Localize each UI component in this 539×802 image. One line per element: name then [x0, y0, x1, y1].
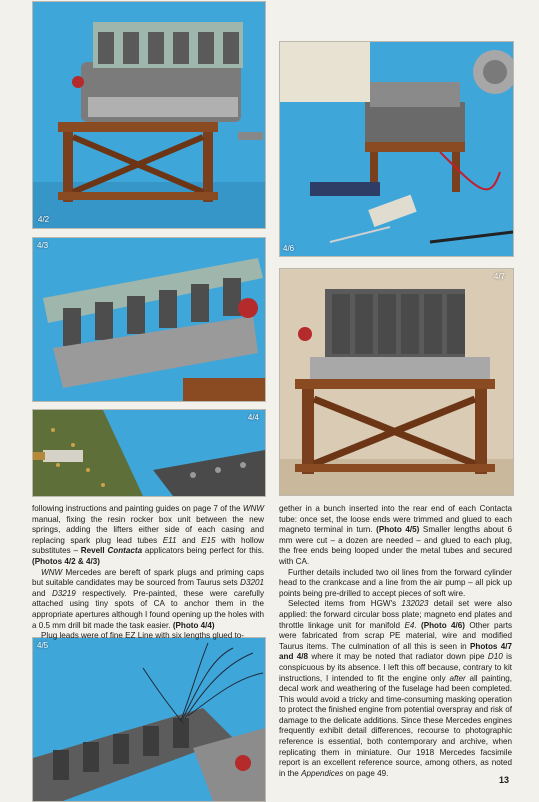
- text-span: manual, fixing the resin rocker box unit between the new springs, adding the lifters either side of each casing and replacing spark plug lead tubes: [32, 514, 264, 545]
- right-paragraph-1: [279, 504, 512, 568]
- text-span: Plug leads were of fine EZ Line with six lengths glued to-: [41, 631, 244, 641]
- text-span: and: [176, 535, 202, 545]
- text-span: 132023: [401, 599, 429, 609]
- photo-label: 4/4: [247, 413, 259, 422]
- right-paragraph-2: [279, 568, 512, 600]
- photo-4-4: [32, 409, 266, 497]
- text-span: Smaller lengths about 6 mm were cut – a dozen are needed – and glued to each plug, the free ends being looped under the metal tubes and secured with CA.: [279, 525, 512, 566]
- engine-on-stand-illustration: [33, 2, 265, 228]
- text-span: following instructions and painting guides on page 7 of the: [32, 504, 243, 513]
- text-span: Appendices: [301, 768, 344, 778]
- text-span: (Photo 4/4): [172, 620, 215, 630]
- left-paragraph-1: [32, 504, 264, 568]
- text-span: (Photos 4/2 & 4/3): [32, 556, 100, 566]
- text-span: Other parts were fabricated from scrap PE material, wire and modified Taurus items. The culmination of all this is seen in: [279, 620, 513, 651]
- text-span: after: [449, 673, 466, 683]
- spark-plug-detail-illustration: [33, 410, 265, 496]
- text-span: Contacta: [107, 546, 143, 556]
- text-span: (Photo 4/6): [421, 620, 465, 630]
- text-span: .: [414, 620, 422, 630]
- photo-4-3: [32, 237, 266, 402]
- text-span: gether in a bunch inserted into the rear end of each Contacta tube: once set, the loose ends were trimmed and glued to each magneto terminal in turn.: [279, 504, 512, 535]
- photo-label: 4/7: [493, 272, 505, 281]
- text-span: all painting, decal work and weathering of the fuselage had been completed. This would avoid a tricky and time-consuming masking operation to protect the finished engine from potential overspray and risk of damage to the delicate additions. Since these Mercedes engines frequently exhibit detail differences, recourse to photographic reference is essential, both contemporary and archive, when replicating them in miniature. Our 1918 Mercedes facsimile report is an excellent reference source, among others, as noted in the: [279, 673, 512, 778]
- photo-4-7: [279, 268, 514, 496]
- text-span: WNW: [41, 567, 63, 577]
- text-span: applicators being perfect for this.: [142, 546, 264, 556]
- text-span: with hollow substitutes –: [32, 535, 264, 556]
- text-span: D3201: [240, 578, 264, 588]
- left-paragraph-2: [32, 568, 264, 632]
- text-span: where it may be noted that radiator down pipe: [308, 652, 488, 662]
- photo-label: 4/2: [38, 215, 50, 224]
- engine-closeup-illustration: [33, 238, 265, 401]
- right-text-column: [279, 504, 512, 779]
- page-number: 13: [498, 775, 509, 785]
- text-span: on page 49.: [343, 768, 389, 778]
- text-span: E11: [162, 535, 177, 545]
- text-span: D3219: [51, 588, 76, 598]
- photo-4-2: [32, 1, 266, 229]
- photo-4-6: [279, 41, 514, 257]
- text-span: E15: [201, 535, 216, 545]
- plug-leads-illustration: [33, 638, 265, 801]
- text-span: and: [32, 588, 52, 598]
- text-span: respectively. Pre-painted, these were carefully attached using tiny spots of CA to anchor them in the appropriate apertures although I found opening up the holes with a 0.5 mm drill bit made the task easier.: [32, 588, 264, 630]
- text-span: Photos 4/7 and 4/8: [279, 641, 512, 662]
- text-span: Mercedes are bereft of spark plugs and priming caps but suitable candidates may be sourced from Taurus sets: [32, 567, 264, 588]
- photo-label: 4/5: [37, 641, 49, 650]
- photo-label: 4/3: [37, 241, 49, 250]
- photo-label: 4/6: [283, 244, 295, 253]
- text-span: Revell: [80, 546, 105, 556]
- text-span: D10: [487, 652, 503, 662]
- finished-engine-illustration: [280, 269, 513, 495]
- text-span: E4: [404, 620, 415, 630]
- text-span: WNW: [242, 504, 264, 513]
- text-span: detail set were also applied: the forward circular boss plate; magneto end plates and throttle linkage unit for manifold: [279, 599, 512, 630]
- workbench-parts-illustration: [280, 42, 513, 256]
- text-span: is conspicuous by its absence. I left this off because, contrary to kit instructions, I intended to fit the engine only: [279, 652, 512, 683]
- left-text-column: [32, 504, 264, 642]
- photo-4-5: [32, 637, 266, 802]
- text-span: (Photo 4/5): [376, 525, 420, 535]
- text-span: Selected items from HGW's: [288, 599, 402, 609]
- left-paragraph-3: [32, 631, 264, 642]
- text-span: Further details included two oil lines from the forward cylinder head to the crankcase and a line from the air pump – all pick up points being pre-drilled to accept pieces of soft wire.: [279, 567, 512, 598]
- right-paragraph-3: [279, 599, 512, 779]
